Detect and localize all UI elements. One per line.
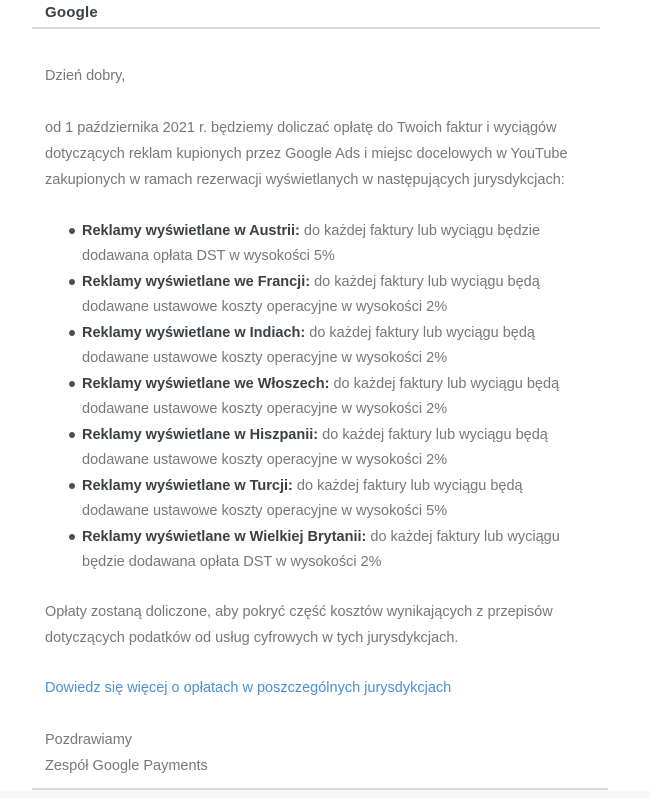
footer-strip xyxy=(0,790,650,798)
list-item-text: do każdej faktury lub wyciągu będzie dodawana opłata DST w wysokości 5% xyxy=(82,223,541,264)
header-divider xyxy=(32,27,600,29)
list-item xyxy=(45,372,590,422)
list-item-text: do każdej faktury lub wyciągu będą dodawane ustawowe koszty operacyjne w wysokości 2% xyxy=(82,325,535,366)
list-item-text: do każdej faktury lub wyciągu będą dodawane ustawowe koszty operacyjne w wysokości 2% xyxy=(82,376,560,417)
list-item xyxy=(45,321,590,371)
list-item xyxy=(45,219,590,269)
list-item-lead: Reklamy wyświetlane w Hiszpanii: xyxy=(82,427,319,443)
email-body xyxy=(45,63,590,779)
learn-more-link[interactable]: Dowiedz się więcej o opłatach w poszczególnych jurysdykcjach xyxy=(45,680,452,696)
signoff-text: Pozdrawiamy xyxy=(45,732,133,748)
list-item-text: do każdej faktury lub wyciągu będą dodawane ustawowe koszty operacyjne w wysokości 2% xyxy=(82,427,548,468)
list-item-lead: Reklamy wyświetlane w Austrii: xyxy=(82,223,300,239)
list-item-lead: Reklamy wyświetlane w Turcji: xyxy=(82,478,293,494)
list-item-lead: Reklamy wyświetlane w Wielkiej Brytanii: xyxy=(82,529,367,545)
list-item-lead: Reklamy wyświetlane w Indiach: xyxy=(82,325,306,341)
google-logo: Google xyxy=(45,4,98,21)
greeting-text: Dzień dobry, xyxy=(45,68,126,84)
list-item-text: do każdej faktury lub wyciągu będą dodawane ustawowe koszty operacyjne w wysokości 2% xyxy=(82,274,540,315)
list-item-text: do każdej faktury lub wyciągu będzie dodawana opłata DST w wysokości 2% xyxy=(82,529,560,570)
list-item xyxy=(45,423,590,473)
list-item xyxy=(45,525,590,575)
closing-paragraph: Opłaty zostaną doliczone, aby pokryć część kosztów wynikających z przepisów dotyczących podatków od usług cyfrowych w tych jurysdykcjach. xyxy=(45,604,553,646)
list-item-text: do każdej faktury lub wyciągu będą dodawane ustawowe koszty operacyjne w wysokości 5% xyxy=(82,478,523,519)
jurisdiction-list xyxy=(45,219,590,575)
team-signature: Zespół Google Payments xyxy=(45,758,208,774)
list-item xyxy=(45,474,590,524)
list-item xyxy=(45,270,590,320)
intro-paragraph: od 1 października 2021 r. będziemy doliczać opłatę do Twoich faktur i wyciągów dotyczących reklam kupionych przez Google Ads i miejsc docelowych w YouTube zakupionych w ramach rezerwacji wyświetlanych w następujących jurysdykcjach: xyxy=(45,120,568,188)
list-item-lead: Reklamy wyświetlane we Francji: xyxy=(82,274,311,290)
list-item-lead: Reklamy wyświetlane we Włoszech: xyxy=(82,376,330,392)
